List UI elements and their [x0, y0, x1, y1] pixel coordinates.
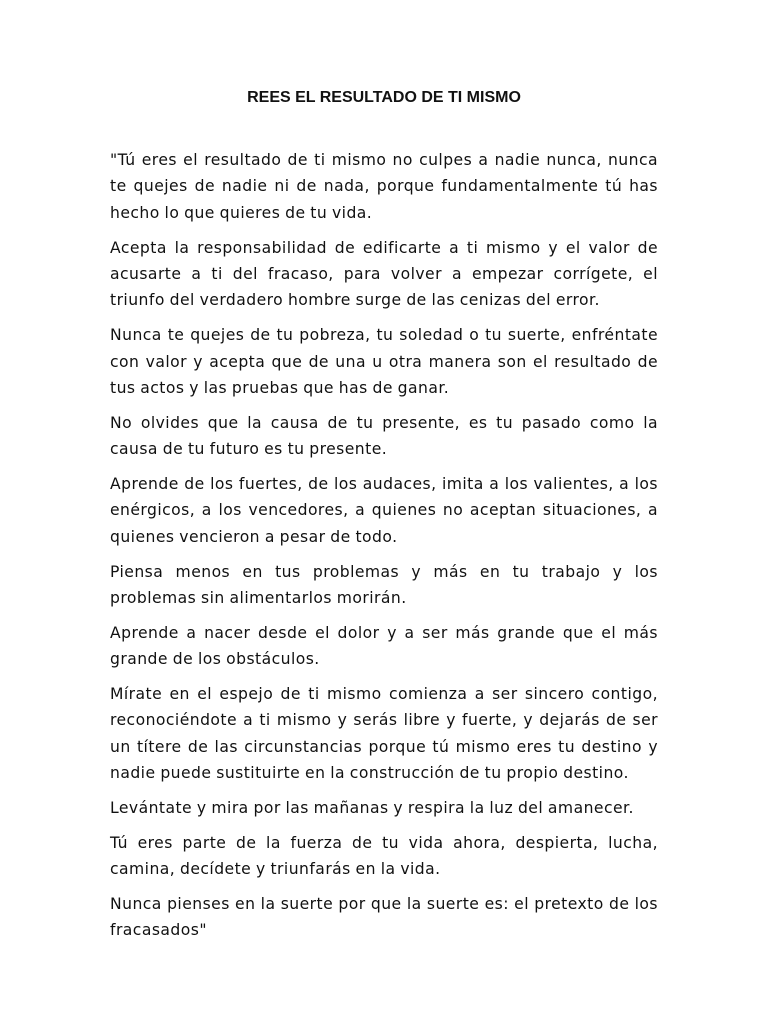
paragraph: Nunca pienses en la suerte por que la suerte es: el pretexto de los fracasados": [110, 895, 658, 940]
paragraph: Aprende de los fuertes, de los audaces, imita a los valientes, a los enérgicos, a los vencedores, a quienes no aceptan situaciones, a quienes vencieron a pesar de todo.: [110, 475, 658, 546]
document-body: [110, 147, 658, 952]
document-title: REES EL RESULTADO DE TI MISMO: [247, 89, 521, 106]
paragraph: Piensa menos en tus problemas y más en tu trabajo y los problemas sin alimentarlos morirán.: [110, 562, 658, 608]
paragraph: "Tú eres el resultado de ti mismo no culpes a nadie nunca, nunca te quejes de nadie ni de nada, porque fundamentalmente tú has hecho lo que quieres de tu vida.: [110, 151, 658, 222]
paragraph: Aprende a nacer desde el dolor y a ser más grande que el más grande de los obstáculos.: [110, 623, 658, 669]
paragraph: Tú eres parte de la fuerza de tu vida ahora, despierta, lucha, camina, decídete y triunfarás en la vida.: [110, 833, 658, 879]
paragraph: Nunca te quejes de tu pobreza, tu soledad o tu suerte, enfréntate con valor y acepta que de una u otra manera son el resultado de tus actos y las pruebas que has de ganar.: [110, 326, 658, 398]
paragraph: Levántate y mira por las mañanas y respira la luz del amanecer.: [110, 799, 634, 818]
paragraph: Mírate en el espejo de ti mismo comienza a ser sincero contigo, reconociéndote a ti mismo y serás libre y fuerte, y dejarás de ser un títere de las circunstancias porque tú mismo eres tu destino y nadie puede sustituirte en la construcción de tu propio destino.: [110, 685, 658, 783]
paragraph: Acepta la responsabilidad de edificarte a ti mismo y el valor de acusarte a ti del fracaso, para volver a empezar corrígete, el triunfo del verdadero hombre surge de las cenizas del error.: [110, 238, 658, 310]
paragraph: No olvides que la causa de tu presente, es tu pasado como la causa de tu futuro es tu presente.: [110, 413, 658, 459]
